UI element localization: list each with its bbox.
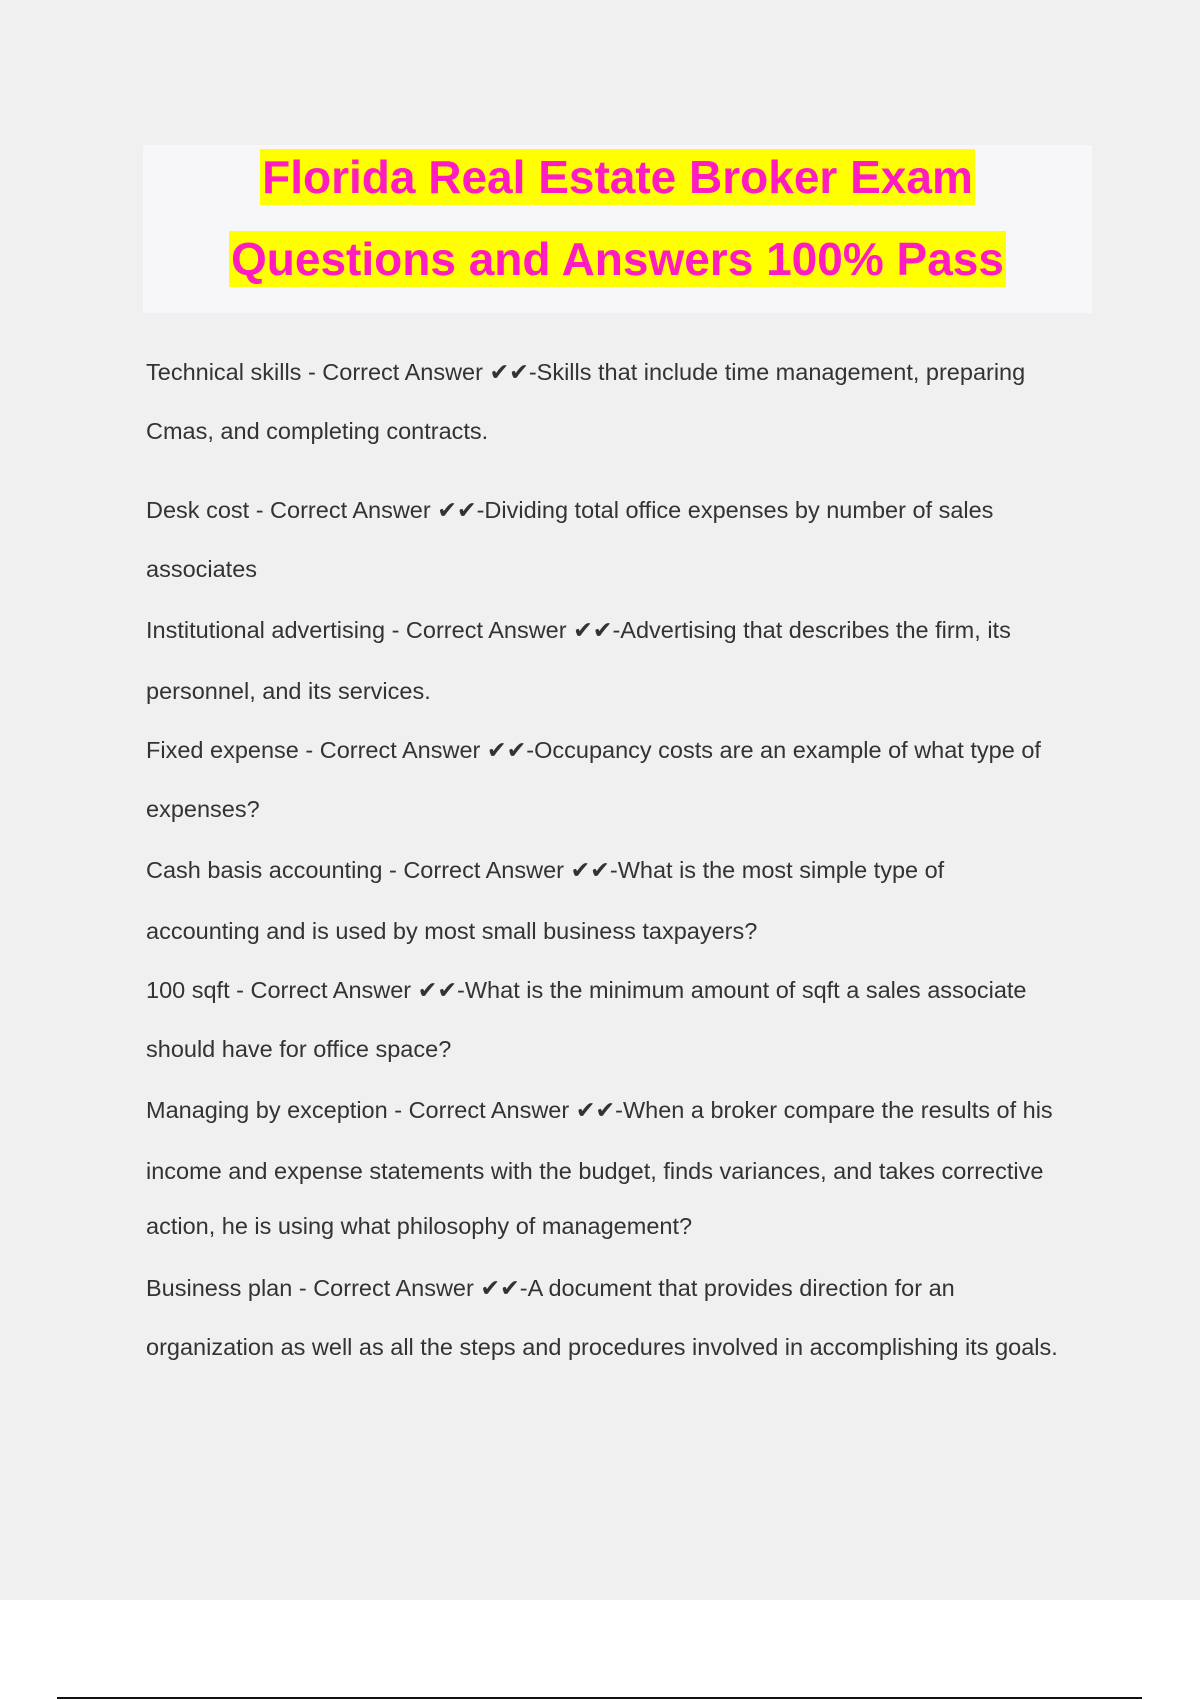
qa-line: Fixed expense - Correct Answer ✔✔-Occupancy costs are an example of what type of xyxy=(146,737,1041,763)
qa-line: action, he is using what philosophy of management? xyxy=(146,1213,693,1239)
qa-line: income and expense statements with the budget, finds variances, and takes corrective xyxy=(146,1158,1044,1184)
qa-line: Institutional advertising - Correct Answer ✔✔-Advertising that describes the firm, its xyxy=(146,617,1011,643)
qa-line: personnel, and its services. xyxy=(146,678,431,704)
qa-line: expenses? xyxy=(146,796,260,822)
qa-line: Business plan - Correct Answer ✔✔-A document that provides direction for an xyxy=(146,1275,955,1301)
footer-divider xyxy=(57,1697,1142,1699)
qa-line: Desk cost - Correct Answer ✔✔-Dividing total office expenses by number of sales xyxy=(146,497,994,523)
qa-line: Cash basis accounting - Correct Answer ✔✔-What is the most simple type of xyxy=(146,857,945,883)
qa-line: Cmas, and completing contracts. xyxy=(146,418,489,444)
qa-line: Managing by exception - Correct Answer ✔✔-When a broker compare the results of his xyxy=(146,1097,1053,1123)
qa-line: Technical skills - Correct Answer ✔✔-Skills that include time management, preparing xyxy=(146,359,1026,385)
qa-line: associates xyxy=(146,556,258,582)
qa-line: organization as well as all the steps and procedures involved in accomplishing its goals. xyxy=(146,1334,1058,1360)
document-title xyxy=(143,145,1092,313)
qa-line: accounting and is used by most small business taxpayers? xyxy=(146,918,758,944)
qa-line: 100 sqft - Correct Answer ✔✔-What is the minimum amount of sqft a sales associate xyxy=(146,977,1027,1003)
qa-line: should have for office space? xyxy=(146,1036,452,1062)
title-line-2: Questions and Answers 100% Pass xyxy=(231,233,1004,285)
title-line-1: Florida Real Estate Broker Exam xyxy=(262,151,973,203)
